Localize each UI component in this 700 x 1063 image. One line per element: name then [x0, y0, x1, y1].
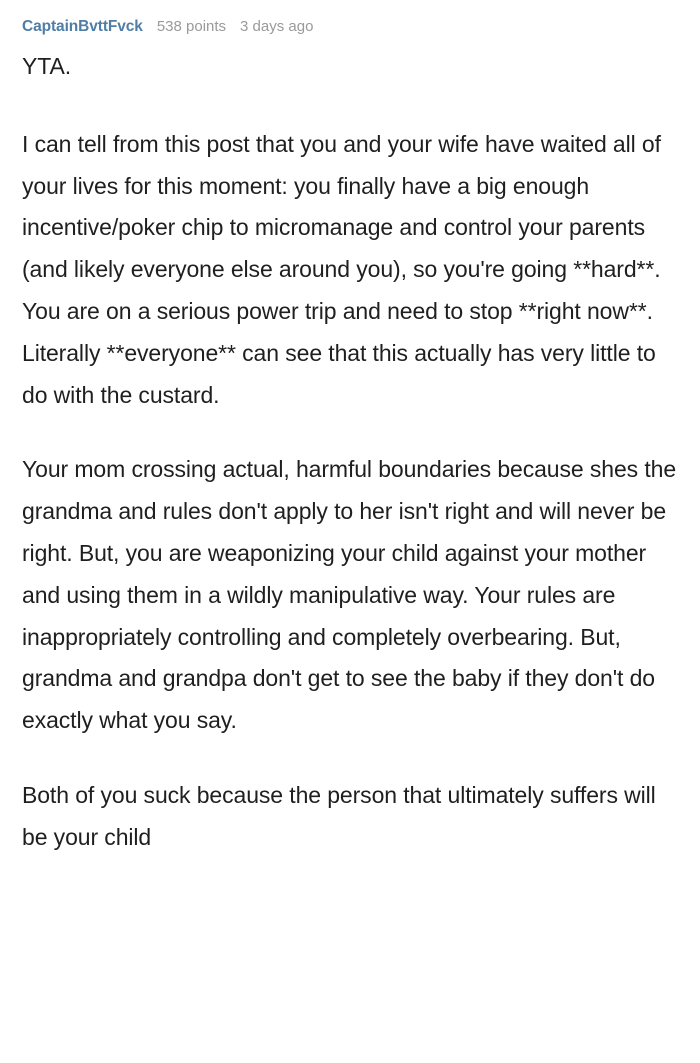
- comment-author[interactable]: CaptainBvttFvck: [22, 18, 143, 35]
- comment-paragraph: Your mom crossing actual, harmful boundaries because shes the grandma and rules don't apply to her isn't right and will never be right. But, you are weaponizing your child against your mother and using them in a wildly manipulative way. Your rules are inappropriately controlling and completely overbearing. But, grandma and grandpa don't get to see the baby if they don't do exactly what you say.: [22, 456, 677, 734]
- comment-timestamp: 3 days ago: [240, 18, 314, 35]
- comment-score: 538 points: [156, 18, 227, 35]
- comment-paragraph: YTA.: [22, 53, 72, 79]
- comment-paragraph: I can tell from this post that you and your wife have waited all of your lives for this moment: you finally have a big enough incentive/poker chip to micromanage and control your parents (and likely everyone else around you), so you're going **hard**. You are on a serious power trip and need to stop **right now**. Literally **everyone** can see that this actually has very little to do with the custard.: [22, 130, 661, 408]
- comment-paragraph: Both of you suck because the person that ultimately suffers will be your child: [22, 781, 656, 850]
- comment-body: [22, 46, 678, 859]
- comment-meta: [22, 18, 678, 36]
